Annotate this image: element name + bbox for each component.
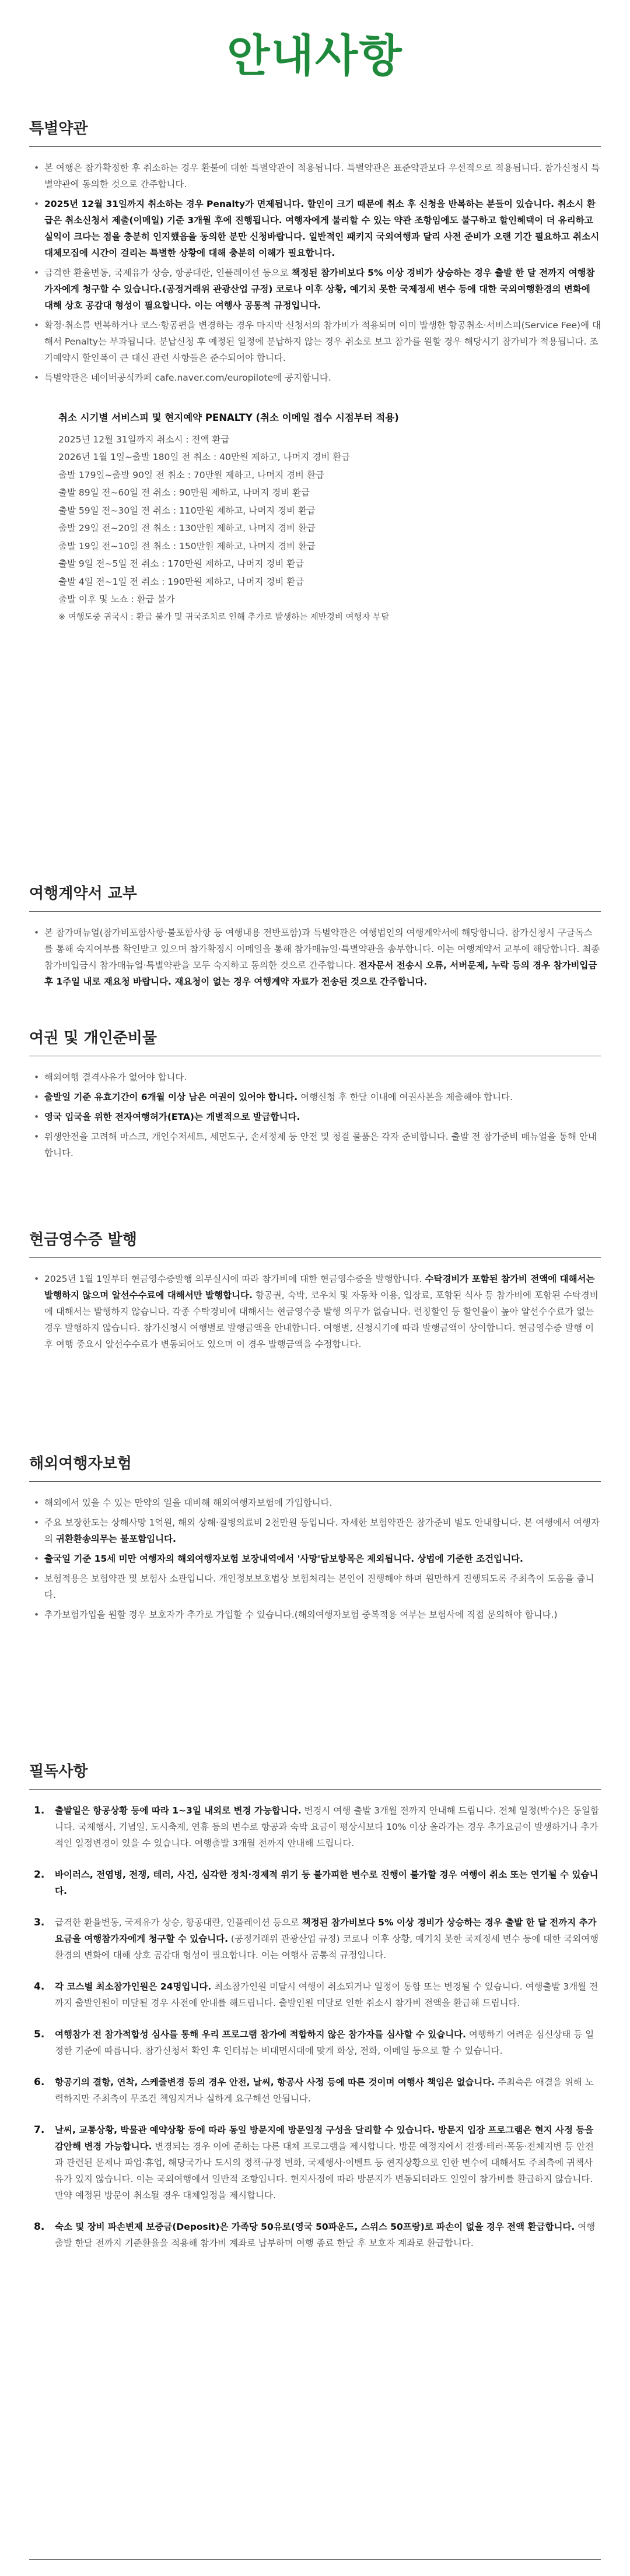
penalty-title: 취소 시기별 서비스피 및 현지예약 PENALTY (취소 이메일 접수 시점부터 적용) (58, 412, 399, 423)
item-text: 주요 보장한도는 상해사망 1억원, 해외 상해·질병의료비 2천만원 등입니다. 자세한 보험약관은 참가준비 별도 안내합니다. 본 여행에서 여행자의 (44, 1517, 600, 1544)
list-item (29, 2074, 601, 2107)
penalty-line: 출발 179일~출발 90일 전 취소 : 70만원 제하고, 나머지 경비 환급 (58, 469, 324, 480)
special-terms-section (29, 117, 601, 626)
item-number: 4. (34, 1981, 45, 1992)
item-text: 최소참가인원 미달시 여행이 취소되거나 일정이 통합 또는 변경될 수 있습니다. 여행출발 3개월 전까지 출발인원이 미달될 경우 사전에 안내를 해드립니다. 출발인원 미달로 인한 취소시 참가비 전액을 환급해 드립니다. (55, 1981, 598, 2008)
bottom-divider (29, 2559, 601, 2560)
item-text-bold: 날씨, 교통상황, 박물관 예약상황 등에 따라 동일 방문지에 방문일정 구성을 달리할 수 있습니다. 방문지 입장 프로그램은 현지 사정 등을 감안해 변경 가능합니다. (55, 2125, 594, 2152)
receipt-list (29, 1271, 601, 1352)
section-heading-must-read: 필독사항 (29, 1763, 88, 1780)
list-item (44, 317, 601, 366)
item-text: 여행 출발 한달 전까지 기준환율을 적용해 참가비 계좌로 납부하며 여행 종료 한달 후 보호자 계좌로 환급합니다. (55, 2222, 596, 2248)
passport-list (29, 1069, 601, 1161)
item-number: 6. (34, 2076, 45, 2088)
item-text: 항공권, 숙박, 코우치 및 자동차 이용, 입장료, 포함된 식사 등 참가비에 포함된 수탁경비에 대해서는 발행하지 않습니다. 각종 수탁경비에 대해서는 현금영수증 발행 의무가 없습니다. 런칭할인 등 할인율이 높아 알선수수료가 없는 경우 발행하지 않습니다. 참가신청시 여행별로 발행금액을 안내합니다. 여행별, 신청시기에 따라 발행금액이 상이합니다. 현금영수증 발행 이후 여행 중요시 알선수수료가 변동되어도 있으며 이 경우 발행금액을 수정합니다. (44, 1290, 598, 1349)
must-read-list (29, 1802, 601, 2251)
item-text: 추가보험가입을 원할 경우 보호자가 추가로 가입할 수 있습니다.(해외여행자보험 중복적용 여부는 보험사에 직접 문의해야 합니다.) (44, 1609, 558, 1620)
list-item (44, 1570, 601, 1603)
item-text: (공정거래위 관광산업 규정) 코로나 이후 상황, 예기치 못한 국제정세 변수 등에 대한 국외여행환경의 변화에 대해 상호 공감대 형성이 필요합니다. 이는 여행사 공통적 규정입니다. (55, 1934, 599, 1960)
list-item (44, 265, 601, 314)
list-item (29, 2219, 601, 2251)
item-text-bold: 2025년 12월 31일까지 취소하는 경우 Penalty가 면제됩니다. 할인이 크기 때문에 취소 후 신청을 반복하는 분들이 있습니다. 취소시 환급은 취소신청서 제출(이메일) 기준 3개월 후에 진행됩니다. 여행자에게 불리할 수 있는 약관 조항임에도 불구하고 할인혜택이 더 유리하고 실익이 크다는 점을 충분히 인지했음을 동의한 분만 신청바랍니다. 일반적인 패키지 국외여행과 달리 사전 준비가 오랜 기간 필요하고 취소시 대체모집에 시간이 걸리는 특별한 상황에 대해 충분히 이해가 필요합니다. (44, 199, 600, 258)
list-item (29, 1914, 601, 1963)
item-text-bold: 여행참가 전 참가적합성 심사를 통해 우리 프로그램 참가에 적합하지 않은 참가자를 심사할 수 있습니다. (55, 2029, 466, 2040)
list-item (44, 1607, 601, 1623)
item-text-bold: 책정된 참가비보다 5% 이상 경비가 상승하는 경우 출발 한 달 전까지 여행참가자에게 청구할 수 있습니다.(공정거래위 관광산업 규정) 코로나 이후 상황, 예기치 못한 국제정세 변수 등에 대한 국외여행환경의 변화에 대해 상호 공감대 형성이 필요합니다. 이는 여행사 공통적 규정입니다. (44, 268, 595, 311)
item-text: 급격한 환율변동, 국제유가 상승, 항공대란, 인플레이션 등으로 (55, 1917, 302, 1928)
must-read-section (29, 1759, 601, 2266)
penalty-line: 출발 59일 전~30일 전 취소 : 110만원 제하고, 나머지 경비 환급 (58, 505, 316, 516)
penalty-line: 출발 4일 전~1일 전 취소 : 190만원 제하고, 나머지 경비 환급 (58, 576, 304, 587)
list-item (44, 370, 601, 386)
item-number: 2. (34, 1869, 45, 1881)
insurance-section (29, 1452, 601, 1626)
item-text-bold: 출국일 기준 15세 미만 여행자의 해외여행자보험 보장내역에서 '사망'담보항목은 제외됩니다. 상법에 기준한 조건입니다. (44, 1554, 523, 1564)
list-item (44, 1069, 601, 1085)
penalty-line: 출발 9일 전~5일 전 취소 : 170만원 제하고, 나머지 경비 환급 (58, 558, 304, 569)
item-text: 본 참가매뉴얼(참가비포함사항·불포함사항 등 여행내용 전반포함)과 특별약관은 여행법인의 여행계약서에 해당합니다. 참가신청시 구글독스를 통해 숙지여부를 확인받고 있으며 참가확정시 이메일을 통해 참가매뉴얼·특별약관을 송부합니다. 이는 여행계약서 교부에 해당합니다. 최종 참가비입금시 참가매뉴얼·특별약관을 모두 숙지하고 동의한 것으로 간주합니다. (44, 927, 600, 971)
item-text: 2025년 1월 1일부터 현금영수증발행 의무실시에 따라 참가비에 대한 현금영수증을 발행합니다. (44, 1274, 425, 1284)
penalty-line: 출발 29일 전~20일 전 취소 : 130만원 제하고, 나머지 경비 환급 (58, 523, 316, 533)
insurance-list (29, 1495, 601, 1623)
item-text-bold: 출발일은 항공상황 등에 따라 1~3일 내외로 변경 가능합니다. (55, 1805, 302, 1816)
list-item (29, 2026, 601, 2059)
penalty-line: 출발 이후 및 노쇼 : 환급 불가 (58, 594, 175, 605)
list-item (44, 160, 601, 192)
item-text-bold: 책정된 참가비보다 5% 이상 경비가 상승하는 경우 출발 한 달 전까지 추가요금을 여행참가자에게 청구할 수 있습니다. (55, 1917, 597, 1944)
list-item (44, 1109, 601, 1125)
section-heading-special: 특별약관 (29, 120, 88, 138)
list-item (44, 1271, 601, 1352)
item-number: 7. (34, 2124, 45, 2136)
item-text: 해외여행 결격사유가 없어야 합니다. (44, 1072, 187, 1083)
divider (29, 1257, 601, 1258)
list-item (29, 1978, 601, 2011)
item-text: 위생안전을 고려해 마스크, 개인수저세트, 세면도구, 손세정제 등 안전 및 청결 물품은 각자 준비합니다. 출발 전 참가준비 매뉴얼을 통해 안내합니다. (44, 1131, 597, 1158)
contract-list (29, 925, 601, 990)
section-heading-passport: 여권 및 개인준비물 (29, 1029, 158, 1047)
list-item (44, 925, 601, 990)
item-text: 여행하기 어려운 심신상태 등 일정한 기준에 따릅니다. 참가신청서 확인 후 인터뷰는 비대면시대에 맞게 화상, 전화, 이메일 등으로 할 수 있습니다. (55, 2029, 594, 2056)
list-item (44, 1129, 601, 1161)
item-text-bold: 귀환환송의무는 불포함입니다. (55, 1534, 176, 1544)
list-item (44, 1495, 601, 1511)
list-item (44, 1514, 601, 1547)
list-item (44, 1551, 601, 1567)
item-number: 1. (34, 1805, 45, 1816)
item-text: 여행신청 후 한달 이내에 여권사본을 제출해야 합니다. (298, 1092, 513, 1102)
list-item (29, 2122, 601, 2204)
passport-section (29, 1026, 601, 1165)
item-text: 특별약관은 네이버공식카페 cafe.naver.com/europilote에 공지합니다. (44, 372, 331, 383)
contract-section (29, 881, 601, 993)
item-text: 본 여행은 참가확정한 후 취소하는 경우 환불에 대한 특별약관이 적용됩니다. 특별약관은 표준약관보다 우선적으로 적용됩니다. 참가신청시 특별약관에 동의한 것으로 간주합니다. (44, 163, 600, 189)
item-text-bold: 항공기의 결항, 연착, 스케줄변경 등의 경우 안전, 날씨, 항공사 사정 등에 따른 것이며 여행사 책임은 없습니다. (55, 2077, 495, 2087)
section-heading-contract: 여행계약서 교부 (29, 885, 137, 902)
item-number: 3. (34, 1917, 45, 1928)
item-text: 변경시 여행 출발 3개월 전까지 안내해 드립니다. 전체 일정(박수)은 동일합니다. 국제행사, 기념일, 도시축제, 연휴 등의 변수로 항공과 숙박 요금이 평상시보다 10% 이상 올라가는 경우 추가요금이 발생하거나 추가적인 일정변경이 있을 수 있습니다. 여행출발 3개월 전까지 안내해 드립니다. (55, 1805, 599, 1848)
special-terms-list (29, 160, 601, 386)
penalty-table (58, 409, 601, 626)
penalty-line: 출발 19일 전~10일 전 취소 : 150만원 제하고, 나머지 경비 환급 (58, 540, 316, 551)
divider (29, 146, 601, 147)
item-text-bold: 수탁경비가 포함된 참가비 전액에 대해서는 발행하지 않으며 알선수수료에 대해서만 발행합니다. (44, 1274, 595, 1301)
item-text-bold: 전자문서 전송시 오류, 서버문제, 누락 등의 경우 참가비입금 후 1주일 내로 재요청 바랍니다. 재요청이 없는 경우 여행계약 자료가 전송된 것으로 간주합니다. (44, 960, 597, 987)
list-item (29, 1802, 601, 1851)
item-text: 급격한 환율변동, 국제유가 상승, 항공대란, 인플레이션 등으로 (44, 268, 292, 278)
item-text: 해외에서 있을 수 있는 만약의 일을 대비해 해외여행자보험에 가입합니다. (44, 1498, 332, 1508)
list-item (44, 1089, 601, 1105)
item-text-bold: 바이러스, 전염병, 전쟁, 테러, 사건, 심각한 정치·경제적 위기 등 불가피한 변수로 진행이 불가할 경우 여행이 취소 또는 연기될 수 있습니다. (55, 1869, 598, 1896)
receipt-section (29, 1228, 601, 1356)
item-text: 확정·취소를 번복하거나 코스·항공편을 변경하는 경우 마지막 신청서의 참가비가 적용되며 이미 발생한 항공취소·서비스피(Service Fee)에 대해서 Penalty는 부과됩니다. 분납신청 후 예정된 일정에 분납하지 않는 경우 취소로 보고 참가를 원할 경우 해당시기 참가비가 적용됩니다. 조기예약시 할인폭이 큰 대신 관련 사항들은 준수되어야 합니다. (44, 320, 601, 363)
divider (29, 1481, 601, 1482)
item-text: 변경되는 경우 이에 준하는 다른 대체 프로그램을 제시합니다. 방문 예정지에서 전쟁·테러·폭동·전체지변 등 안전과 관련된 문제나 파업·휴업, 해당국가나 도시의 정책·규정 변화, 국제행사·이벤트 등 현지상황으로 인한 변수에 대해서도 주최측에 귀책사유가 있지 않습니다. 이는 국외여행에서 일반적 조항입니다. 현지사정에 따라 방문지가 변동되더라도 일일이 참가비를 환급하지 않습니다. 만약 예정된 방문이 취소될 경우 대체일정을 제시합니다. (55, 2141, 594, 2201)
list-item (29, 1867, 601, 1899)
item-text-bold: 각 코스별 최소참가인원은 24명입니다. (55, 1981, 212, 1992)
penalty-line: 2025년 12월 31일까지 취소시 : 전액 환급 (58, 434, 230, 445)
page-title: 안내사항 (227, 30, 403, 82)
penalty-line: 2026년 1월 1일~출발 180일 전 취소 : 40만원 제하고, 나머지 경비 환급 (58, 452, 351, 462)
list-item (44, 196, 601, 261)
item-text-bold: 출발일 기준 유효기간이 6개월 이상 남은 여권이 있어야 합니다. (44, 1092, 298, 1102)
item-text: 보험적용은 보험약관 및 보험사 소관입니다. 개인정보보호법상 보험처리는 본인이 진행해야 하며 원만하게 진행되도록 주최측이 도움을 줍니다. (44, 1573, 594, 1600)
item-text-bold: 영국 입국을 위한 전자여행허가(ETA)는 개별적으로 발급합니다. (44, 1112, 300, 1122)
penalty-line: 출발 89일 전~60일 전 취소 : 90만원 제하고, 나머지 경비 환급 (58, 487, 310, 498)
divider (29, 1789, 601, 1790)
divider (29, 911, 601, 912)
item-number: 8. (34, 2221, 45, 2233)
section-heading-receipt: 현금영수증 발행 (29, 1231, 137, 1249)
item-text: 주최측은 애결을 위해 노력하지만 주최측이 무조건 책임지거나 실하게 요구해선 안됩니다. (55, 2077, 594, 2104)
penalty-note: ※ 여행도중 귀국시 : 환급 불가 및 귀국조치로 인해 추가로 발생하는 제반경비 여행자 부담 (58, 612, 390, 622)
section-heading-insurance: 해외여행자보험 (29, 1455, 132, 1472)
item-number: 5. (34, 2029, 45, 2040)
penalty-lines (58, 431, 601, 609)
item-text-bold: 숙소 및 장비 파손변제 보증금(Deposit)은 가족당 50유로(영국 50파운드, 스위스 50프랑)로 파손이 없을 경우 전액 환급합니다. (55, 2222, 575, 2232)
